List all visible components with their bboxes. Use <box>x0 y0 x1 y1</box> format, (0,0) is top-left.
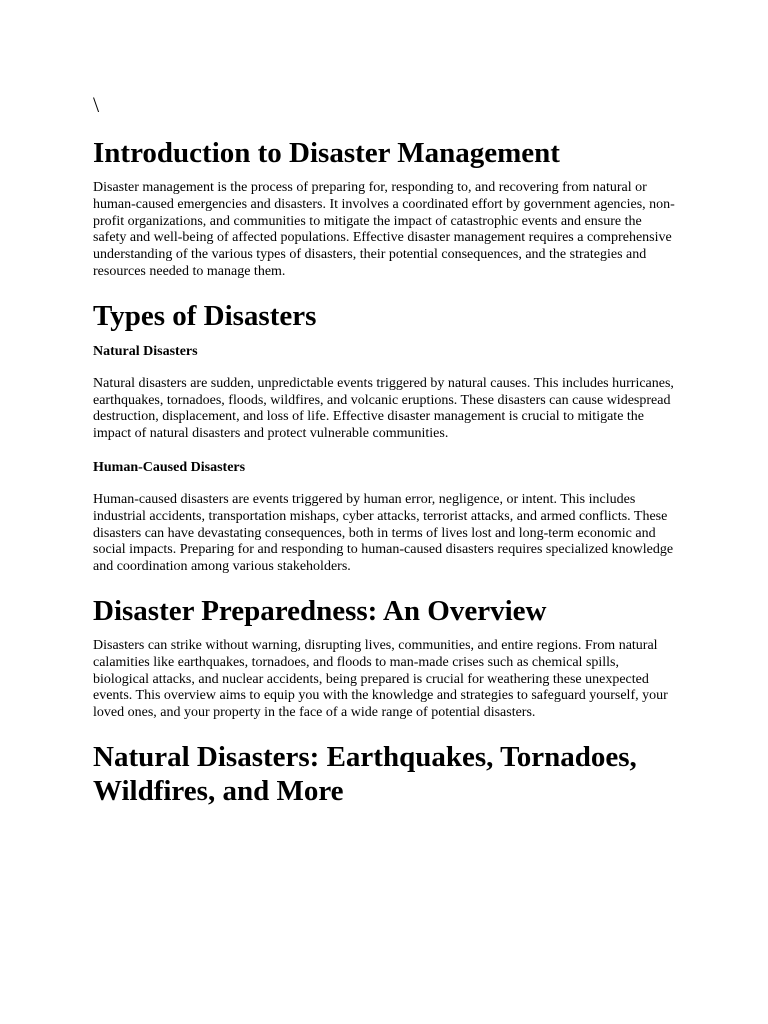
heading-introduction: Introduction to Disaster Management <box>93 137 560 169</box>
heading-disaster-preparedness: Disaster Preparedness: An Overview <box>93 594 547 627</box>
paragraph-human-caused-disasters: Human-caused disasters are events triggered by human error, negligence, or intent. This includes industrial accidents, transportation mishaps, cyber attacks, terrorist attacks, and armed conflicts. These disasters can have devastating consequences, both in terms of lives lost and long-term economic and social impacts. Preparing for and responding to human-caused disasters requires specialized knowledge and coordination among various stakeholders. <box>93 491 674 575</box>
heading-natural-disasters-list: Natural Disasters: Earthquakes, Tornadoes, Wildfires, and More <box>93 740 637 807</box>
stray-backslash: \ <box>93 92 100 117</box>
heading-types-of-disasters: Types of Disasters <box>93 299 317 332</box>
paragraph-disaster-preparedness: Disasters can strike without warning, disrupting lives, communities, and entire regions. From natural calamities like earthquakes, tornadoes, and floods to man-made crises such as chemical spills, biological attacks, and nuclear accidents, being prepared is crucial for weathering these unexpected events. This overview aims to equip you with the knowledge and strategies to safeguard yourself, your loved ones, and your property in the face of a wide range of potential disasters. <box>93 637 668 721</box>
paragraph-introduction: Disaster management is the process of preparing for, responding to, and recovering from natural or human-caused emergencies and disasters. It involves a coordinated effort by government agencies, non-profit organizations, and communities to mitigate the impact of catastrophic events and ensure the safety and well-being of affected populations. Effective disaster management requires a comprehensive understanding of the various types of disasters, their potential consequences, and the strategies and resources needed to manage them. <box>93 180 675 279</box>
subheading-human-caused-disasters: Human-Caused Disasters <box>93 459 246 475</box>
subheading-natural-disasters: Natural Disasters <box>93 343 198 359</box>
paragraph-natural-disasters: Natural disasters are sudden, unpredictable events triggered by natural causes. This includes hurricanes, earthquakes, tornadoes, floods, wildfires, and volcanic eruptions. These disasters can cause widespread destruction, displacement, and loss of life. Effective disaster management is crucial to mitigate the impact of natural disasters and protect vulnerable communities. <box>93 375 674 442</box>
